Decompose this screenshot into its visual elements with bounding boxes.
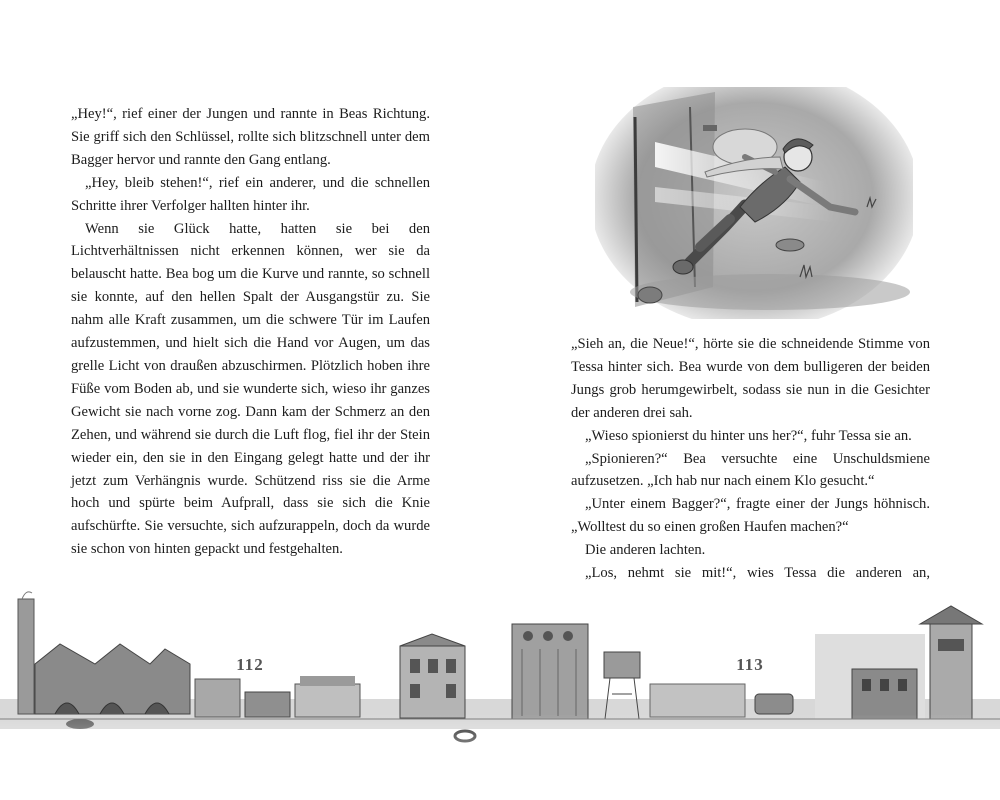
left-page-text <box>71 103 430 561</box>
paragraph: „Spionieren?“ Bea versuchte eine Unschuldsmiene aufzusetzen. „Ich hab nur nach einem Klo gesucht.“ <box>571 450 930 490</box>
paragraph: Wenn sie Glück hatte, hatten sie bei den Lichtverhältnissen nicht erkennen können, wer sie da belauscht hatte. Bea bog um die Kurve und rannte, so schnell sie konnte, auf den hellen Spalt der Ausgangstür zu. Sie nahm alle Kraft zusammen, um die schwere Tür im Laufen aufzustemmen, und hielt sich die Hand vor Augen, um das grelle Licht von draußen abzuschirmen. Plötzlich hoben ihre Füße vom Boden ab, und sie wunderte sich, wieso ihr ganzes Gewicht sie nach vorne zog. Dann kam der Schmerz an den Zehen, und während sie durch die Luft flog, fiel ihr der Stein wieder ein, den sie in den Eingang gelegt hatte und der ihr jetzt zum Verhängnis wurde. Schützend riss sie die Arme hoch und spürte beim Aufprall, dass sie sich die Knie aufschürfte. Sie versuchte, sich aufzurappeln, doch da wurde sie schon von hinten gepackt und festgehalten. <box>71 220 430 558</box>
girl-tripping-illustration <box>595 87 913 319</box>
paragraph: „Hey, bleib stehen!“, rief ein anderer, und die schnellen Schritte ihrer Verfolger hallten hinter ihr. <box>71 174 430 214</box>
paragraph: „Los, nehmt sie mit!“, wies Tessa die anderen an, <box>585 565 930 582</box>
page-number-left: 112 <box>236 655 264 674</box>
paragraph: „Wieso spionierst du hinter uns her?“, fuhr Tessa sie an. <box>585 427 912 444</box>
right-page-text <box>571 333 930 585</box>
paragraph: „Hey!“, rief einer der Jungen und rannte in Beas Richtung. Sie griff sich den Schlüssel, rollte sich blitzschnell unter dem Bagger hervor und rannte den Gang entlang. <box>71 106 430 168</box>
paragraph: „Unter einem Bagger?“, fragte einer der Jungs höhnisch. „Wolltest du so einen großen Haufen machen?“ <box>571 496 930 536</box>
page-number-right: 113 <box>736 655 764 674</box>
paragraph: „Sieh an, die Neue!“, hörte sie die schneidende Stimme von Tessa hinter sich. Bea wurde von dem bulligeren der beiden Jungs grob herumgewirbelt, sodass sie nun in die Gesichter der anderen drei sah. <box>571 336 930 421</box>
industrial-skyline-illustration <box>0 584 1000 800</box>
paragraph: Die anderen lachten. <box>585 542 706 559</box>
